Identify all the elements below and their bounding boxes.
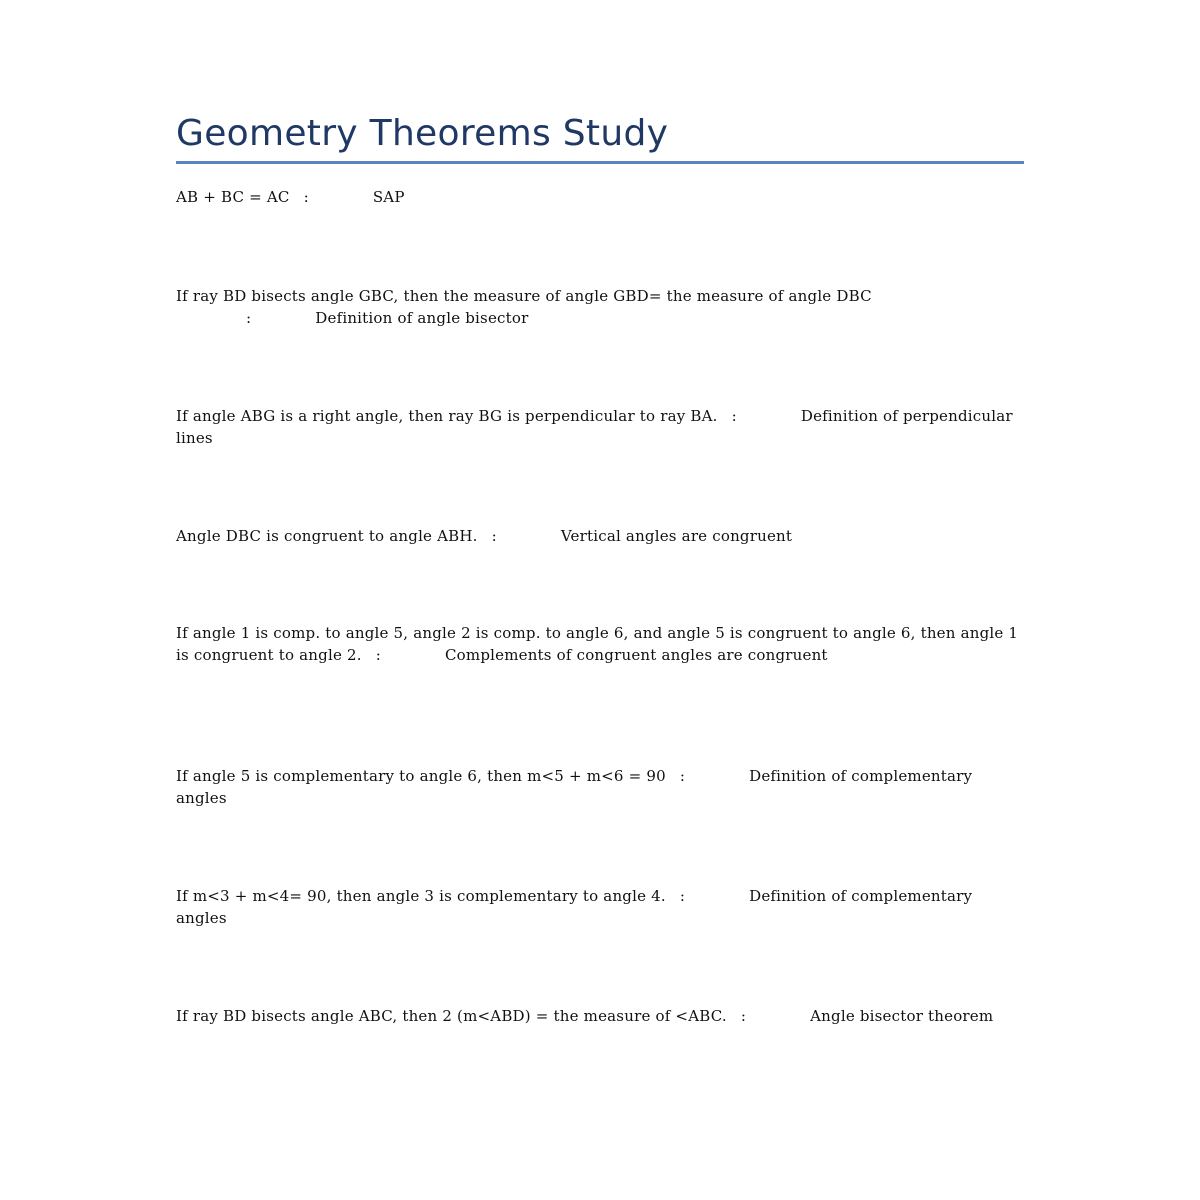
theorem-separator: : xyxy=(246,309,252,327)
theorem-entry xyxy=(176,1005,1024,1027)
theorem-statement: If ray BD bisects angle ABC, then 2 (m<ABD) = the measure of <ABC. xyxy=(176,1007,727,1025)
document-page xyxy=(176,0,1024,1200)
title-underline xyxy=(176,161,1024,164)
theorem-reason: Definition of perpendicular lines xyxy=(176,407,1013,447)
theorem-reason: Angle bisector theorem xyxy=(810,1007,994,1025)
theorem-reason: Definition of angle bisector xyxy=(315,309,529,327)
theorem-entry xyxy=(176,186,1024,208)
theorem-separator: : xyxy=(740,1007,747,1025)
theorem-statement: If angle 5 is complementary to angle 6, then m<5 + m<6 = 90 xyxy=(176,767,666,785)
theorem-entry xyxy=(176,885,1024,929)
theorem-separator: : xyxy=(303,188,309,206)
theorem-entry xyxy=(176,405,1024,449)
theorem-entry xyxy=(176,285,1024,329)
theorem-entry xyxy=(176,765,1024,809)
theorem-separator: : xyxy=(491,527,497,545)
theorem-statement: If angle ABG is a right angle, then ray BG is perpendicular to ray BA. xyxy=(176,407,718,425)
theorem-reason: SAP xyxy=(372,188,405,206)
theorem-reason: Definition of complementary angles xyxy=(176,887,973,927)
theorem-statement: If ray BD bisects angle GBC, then the measure of angle GBD= the measure of angle DBC xyxy=(176,287,872,305)
document-title: Geometry Theorems Study xyxy=(176,113,669,154)
theorem-separator: : xyxy=(679,887,686,905)
theorem-statement: Angle DBC is congruent to angle ABH. xyxy=(176,527,478,545)
theorem-entry xyxy=(176,525,1024,547)
theorem-statement: If m<3 + m<4= 90, then angle 3 is complementary to angle 4. xyxy=(176,887,666,905)
theorem-reason: Definition of complementary angles xyxy=(176,767,973,807)
theorem-reason: Vertical angles are congruent xyxy=(560,527,793,545)
theorem-reason: Complements of congruent angles are congruent xyxy=(444,646,828,664)
theorem-statement: If angle 1 is comp. to angle 5, angle 2 is comp. to angle 6, and angle 5 is congruent to angle 6, then angle 1 is congruent to angle 2. xyxy=(176,624,1019,664)
theorem-statement: AB + BC = AC xyxy=(176,188,290,206)
theorem-separator: : xyxy=(731,407,737,425)
theorem-entry xyxy=(176,622,1024,666)
theorem-separator: : xyxy=(679,767,686,785)
theorem-separator: : xyxy=(375,646,381,664)
